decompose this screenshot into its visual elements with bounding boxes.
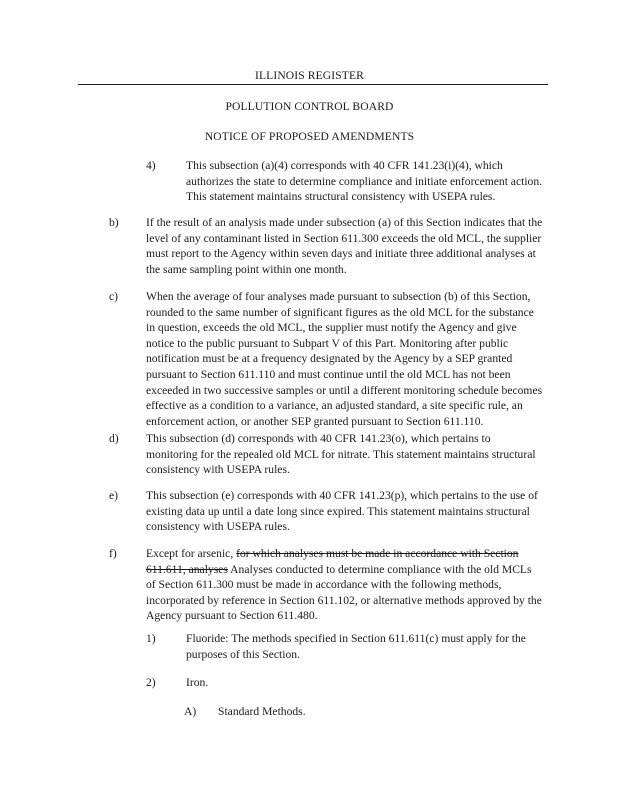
item-f-text-after: Analyses conducted to determine compliance with the old MCLs of Section 611.300 must be made in accordance with the following methods, incorporated by reference in Section 611.102, or alternative methods approved by the Agency pursuant to Section 611.480.	[146, 562, 542, 623]
item-f-deleted-text: for which analyses must be made in accordance with Section 611.611, analyses	[146, 547, 519, 576]
item-f1-text: Fluoride: The methods specified in Section 611.611(c) must apply for the purposes of this Section.	[186, 632, 526, 661]
item-a4-label: 4)	[146, 159, 156, 172]
item-f1-label: 1)	[146, 632, 156, 645]
item-f2-text: Iron.	[186, 676, 209, 689]
item-f-label: f)	[109, 547, 117, 560]
item-d-label: d)	[109, 432, 119, 445]
item-e-label: e)	[109, 489, 119, 502]
item-f2-label: 2)	[146, 676, 156, 689]
board-heading: POLLUTION CONTROL BOARD	[225, 100, 394, 113]
header-rule	[78, 84, 548, 85]
item-e-text: This subsection (e) corresponds with 40 CFR 141.23(p), which pertains to the use of existing data up until a date long since expired. This statement maintains structural consistency with USEPA rules.	[146, 489, 538, 534]
item-c-label: c)	[109, 290, 119, 303]
item-c-text: When the average of four analyses made pursuant to subsection (b) of this Section, rounded to the same number of significant figures as the old MCL for the substance in question, exceeds the old MCL, the supplier must notify the Agency and give notice to the public pursuant to Subpart V of this Part. Monitoring after public notification must be at a frequency designated by the Agency by a SEP granted pursuant to Section 611.110 and must continue until the old MCL has not been exceeded in two successive samples or until a different monitoring schedule becomes effective as a condition to a variance, an adjusted standard, a site specific rule, an enforcement action, or another SEP granted pursuant to Section 611.110.	[146, 290, 543, 428]
item-d-text: This subsection (d) corresponds with 40 CFR 141.23(o), which pertains to monitoring for the repealed old MCL for nitrate. This statement maintains structural consistency with USEPA rules.	[146, 432, 536, 477]
item-f-text	[146, 546, 544, 624]
item-f2a-text: Standard Methods.	[218, 705, 306, 718]
item-a4-text: This subsection (a)(4) corresponds with 40 CFR 141.23(i)(4), which authorizes the state to determine compliance and initiate enforcement action. This statement maintains structural consistency with USEPA rules.	[186, 159, 543, 204]
item-b-text: If the result of an analysis made under subsection (a) of this Section indicates that the level of any contaminant listed in Section 611.300 exceeds the old MCL, the supplier must report to the Agency within seven days and initiate three additional analyses at the same sampling point within one month.	[146, 216, 543, 276]
item-f-text-before: Except for arsenic,	[146, 547, 237, 560]
register-heading: ILLINOIS REGISTER	[255, 69, 364, 82]
notice-heading: NOTICE OF PROPOSED AMENDMENTS	[204, 130, 415, 143]
item-f2a-label: A)	[184, 705, 197, 718]
item-b-label: b)	[109, 216, 119, 229]
